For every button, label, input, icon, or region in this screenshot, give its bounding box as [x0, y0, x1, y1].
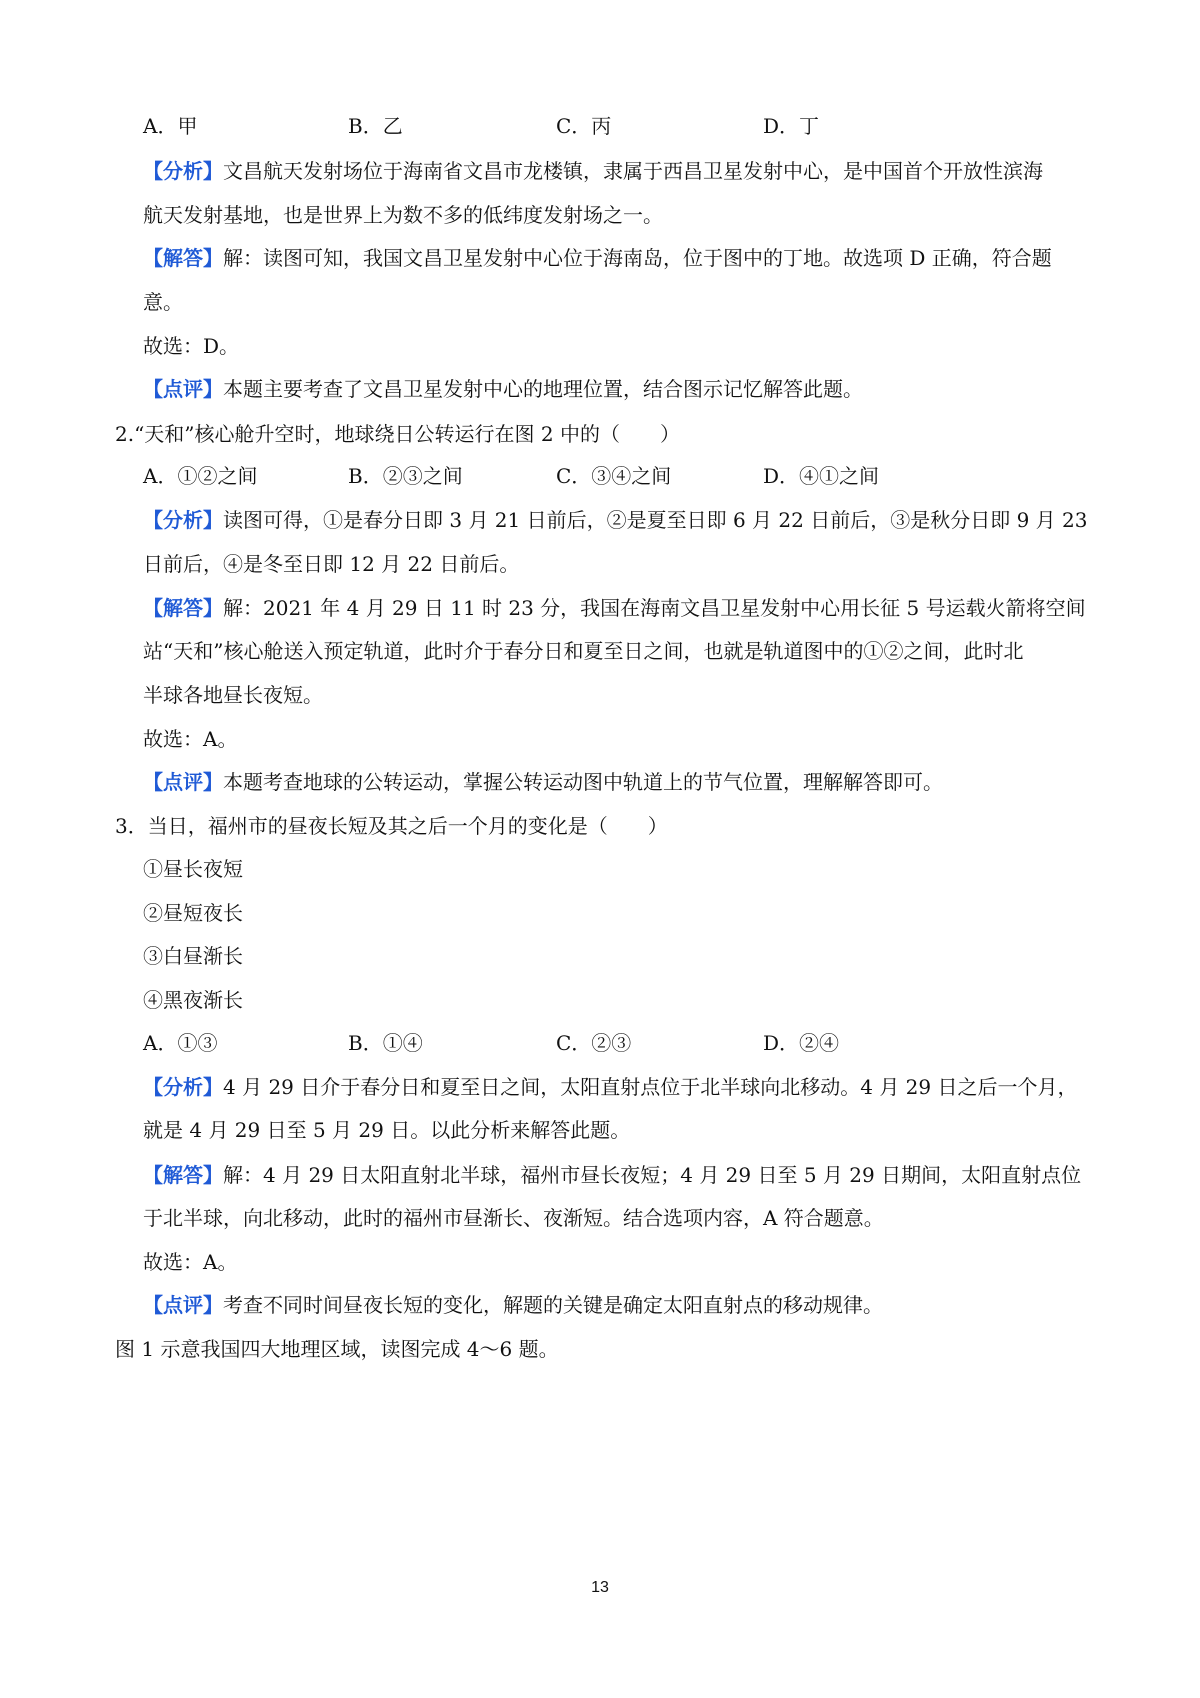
comment-text: 本题考查地球的公转运动，掌握公转运动图中轨道上的节气位置，理解解答即可。 — [223, 770, 943, 794]
option-c: C．丙 — [556, 114, 612, 138]
option-a: A．①②之间 — [143, 464, 258, 488]
answer-tag: 【解答】 — [143, 596, 223, 620]
section-intro: 图 1 示意我国四大地理区域，读图完成 4～6 题。 — [115, 1337, 559, 1361]
option-b: B．①④ — [348, 1031, 423, 1055]
analysis-text-cont: 就是 4 月 29 日至 5 月 29 日。以此分析来解答此题。 — [143, 1118, 631, 1142]
comment-text: 考查不同时间昼夜长短的变化，解题的关键是确定太阳直射点的移动规律。 — [223, 1293, 883, 1317]
q2-options — [143, 462, 1043, 490]
comment-tag: 【点评】 — [143, 1293, 223, 1317]
q2-analysis — [143, 506, 1087, 534]
answer-text-cont: 半球各地昼长夜短。 — [143, 683, 323, 707]
q3-item-4: ④黑夜渐长 — [143, 988, 243, 1012]
option-d: D．丁 — [763, 114, 820, 138]
answer-tag: 【解答】 — [143, 1163, 223, 1187]
analysis-text: 读图可得，①是春分日即 3 月 21 日前后，②是夏至日即 6 月 22 日前后，③是秋分日即 9 月 23 — [223, 508, 1088, 532]
answer-text-cont: 站“天和”核心舱送入预定轨道，此时介于春分日和夏至日之间，也就是轨道图中的①②之间，此时北 — [143, 639, 1024, 663]
q3-item-3: ③白昼渐长 — [143, 944, 243, 968]
q3-item-2: ②昼短夜长 — [143, 901, 243, 925]
block1-choice: 故选：D。 — [143, 334, 240, 358]
option-b: B．乙 — [348, 114, 403, 138]
answer-text: 解：2021 年 4 月 29 日 11 时 23 分，我国在海南文昌卫星发射中心用长征 5 号运载火箭将空间 — [223, 596, 1086, 620]
option-c: C．③④之间 — [556, 464, 672, 488]
q3-options — [143, 1029, 1043, 1057]
q3-stem: 3．当日，福州市的昼夜长短及其之后一个月的变化是（ ） — [115, 814, 668, 838]
comment-tag: 【点评】 — [143, 770, 223, 794]
q2-answer — [143, 594, 1086, 622]
comment-tag: 【点评】 — [143, 377, 223, 401]
analysis-tag: 【分析】 — [143, 159, 223, 183]
analysis-text-cont: 航天发射基地，也是世界上为数不多的低纬度发射场之一。 — [143, 203, 663, 227]
answer-text-cont: 于北半球，向北移动，此时的福州市昼渐长、夜渐短。结合选项内容，A 符合题意。 — [143, 1206, 884, 1230]
option-c: C．②③ — [556, 1031, 632, 1055]
q2-comment — [143, 768, 943, 796]
block1-options — [143, 112, 1043, 140]
analysis-text: 文昌航天发射场位于海南省文昌市龙楼镇，隶属于西昌卫星发射中心，是中国首个开放性滨海 — [223, 159, 1043, 183]
q2-choice: 故选：A。 — [143, 727, 238, 751]
q3-analysis — [143, 1073, 1078, 1101]
q3-choice: 故选：A。 — [143, 1250, 238, 1274]
q2-stem: 2.“天和”核心舱升空时，地球绕日公转运行在图 2 中的（ ） — [115, 422, 680, 446]
page-number: 13 — [591, 1579, 609, 1596]
answer-tag: 【解答】 — [143, 246, 223, 270]
option-a: A．甲 — [143, 114, 198, 138]
analysis-text: 4 月 29 日介于春分日和夏至日之间，太阳直射点位于北半球向北移动。4 月 29 日之后一个月， — [223, 1075, 1078, 1099]
answer-text-cont: 意。 — [143, 290, 183, 314]
analysis-text-cont: 日前后，④是冬至日即 12 月 22 日前后。 — [143, 552, 520, 576]
option-a: A．①③ — [143, 1031, 218, 1055]
answer-text: 解：读图可知，我国文昌卫星发射中心位于海南岛，位于图中的丁地。故选项 D 正确，符合题 — [223, 246, 1052, 270]
q3-comment — [143, 1291, 883, 1319]
option-d: D．④①之间 — [763, 464, 880, 488]
analysis-tag: 【分析】 — [143, 1075, 223, 1099]
block1-analysis — [143, 157, 1043, 185]
comment-text: 本题主要考查了文昌卫星发射中心的地理位置，结合图示记忆解答此题。 — [223, 377, 863, 401]
q3-item-1: ①昼长夜短 — [143, 857, 243, 881]
analysis-tag: 【分析】 — [143, 508, 223, 532]
q3-answer — [143, 1161, 1081, 1189]
block1-answer — [143, 244, 1052, 272]
option-b: B．②③之间 — [348, 464, 463, 488]
option-d: D．②④ — [763, 1031, 840, 1055]
block1-comment — [143, 375, 863, 403]
answer-text: 解：4 月 29 日太阳直射北半球，福州市昼长夜短；4 月 29 日至 5 月 29 日期间，太阳直射点位 — [223, 1163, 1082, 1187]
